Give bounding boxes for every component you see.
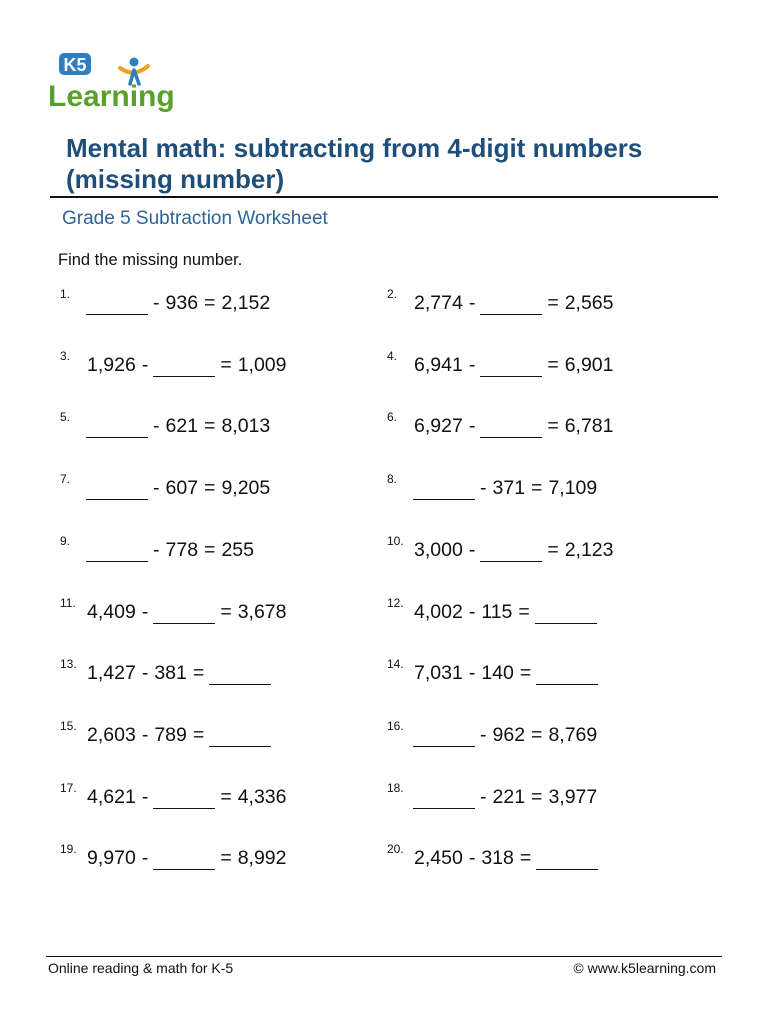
problem-20 [387,844,600,870]
equals-sign: = [531,724,543,746]
operand: 8,013 [221,415,271,437]
operand: 9,205 [221,477,271,499]
answer-blank[interactable] [480,356,542,377]
answer-blank[interactable] [86,294,148,315]
minus-sign: - [141,847,149,869]
operand: 318 [481,847,514,869]
operand: 381 [154,662,187,684]
minus-sign: - [153,477,160,499]
minus-sign: - [141,601,149,623]
minus-sign: - [141,662,149,684]
minus-sign: - [141,786,149,808]
equals-sign: = [518,601,530,623]
operand: 1,427 [87,662,136,684]
minus-sign: - [468,292,476,314]
operand: 6,941 [414,354,463,376]
minus-sign: - [468,354,476,376]
operand: 4,336 [237,786,287,808]
operand: 7,109 [548,477,598,499]
problem-number: 11. [60,596,76,610]
minus-sign: - [153,292,160,314]
operand: 789 [154,724,187,746]
equals-sign: = [204,415,216,437]
operand: 3,977 [548,786,598,808]
answer-blank[interactable] [480,541,542,562]
problem-1 [60,289,273,315]
operand: 6,781 [564,415,614,437]
answer-blank[interactable] [209,726,271,747]
equals-sign: = [547,415,559,437]
problem-2 [387,289,617,315]
problem-number: 13. [60,657,77,671]
answer-blank[interactable] [153,603,215,624]
operand: 140 [481,662,514,684]
answer-blank[interactable] [480,294,542,315]
equals-sign: = [547,292,559,314]
operand: 962 [492,724,526,746]
equals-sign: = [547,539,559,561]
minus-sign: - [468,539,476,561]
problem-number: 3. [60,349,71,363]
operand: 3,678 [237,601,287,623]
equals-sign: = [519,847,532,869]
minus-sign: - [480,724,487,746]
minus-sign: - [468,415,476,437]
operand: 221 [492,786,526,808]
operand: 115 [481,601,513,623]
operand: 2,603 [87,724,136,746]
operand: 8,769 [548,724,598,746]
footer-divider [46,956,722,957]
operand: 2,450 [414,847,463,869]
operand: 3,000 [414,539,463,561]
operand: 7,031 [414,662,463,684]
answer-blank[interactable] [86,541,148,562]
equals-sign: = [204,292,216,314]
operand: 2,774 [414,292,463,314]
operand: 255 [221,539,254,561]
logo-figure-head [130,58,139,67]
answer-blank[interactable] [413,479,475,500]
minus-sign: - [480,786,487,808]
operand: 621 [165,415,199,437]
answer-blank[interactable] [536,849,598,870]
problem-number: 2. [387,287,398,301]
logo-badge-text: K5 [63,55,87,75]
problem-15 [60,721,273,747]
answer-blank[interactable] [153,788,215,809]
worksheet-subtitle: Grade 5 Subtraction Worksheet [62,208,328,229]
problem-10 [387,536,617,562]
operand: 1,926 [87,354,136,376]
equals-sign: = [519,662,532,684]
worksheet-title: Mental math: subtracting from 4-digit numbers (missing number) [66,133,643,194]
operand: 6,901 [564,354,614,376]
problem-9 [60,536,257,562]
minus-sign: - [153,539,160,561]
problem-8 [387,474,600,500]
problem-number: 17. [60,781,77,795]
minus-sign: - [468,662,476,684]
problem-number: 16. [387,719,404,733]
operand: 9,970 [87,847,136,869]
problem-number: 18. [387,781,404,795]
equals-sign: = [220,601,232,623]
problem-11 [60,598,290,624]
footer-tagline: Online reading & math for K-5 [48,960,234,976]
operand: 4,409 [87,601,136,623]
answer-blank[interactable] [413,726,475,747]
equals-sign: = [204,477,216,499]
equals-sign: = [531,477,543,499]
problem-number: 15. [60,719,77,733]
problem-6 [387,412,617,438]
problem-19 [60,844,290,870]
answer-blank[interactable] [209,664,271,685]
problem-number: 10. [387,534,404,548]
footer-website: © www.k5learning.com [573,960,716,976]
problem-5 [60,412,273,438]
problem-number: 5. [60,410,71,424]
answer-blank[interactable] [535,603,597,624]
problem-4 [387,351,617,377]
problem-number: 12. [387,596,404,610]
operand: 6,927 [414,415,463,437]
problem-12 [387,598,599,624]
operand: 8,992 [237,847,287,869]
instructions: Find the missing number. [58,251,243,269]
operand: 778 [165,539,199,561]
answer-blank[interactable] [86,417,148,438]
problem-number: 14. [387,657,404,671]
problem-18 [387,783,600,809]
equals-sign: = [220,786,232,808]
minus-sign: - [141,724,149,746]
answer-blank[interactable] [86,479,148,500]
minus-sign: - [468,601,476,623]
problem-14 [387,659,600,685]
operand: 2,123 [564,539,614,561]
problem-number: 4. [387,349,398,363]
problem-number: 7. [60,472,71,486]
operand: 371 [492,477,526,499]
equals-sign: = [220,847,232,869]
problem-number: 8. [387,472,398,486]
problem-number: 9. [60,534,71,548]
operand: 936 [165,292,199,314]
problem-number: 1. [60,287,71,301]
k5-learning-logo [46,50,186,112]
problem-17 [60,783,290,809]
operand: 607 [165,477,199,499]
problem-3 [60,351,290,377]
equals-sign: = [220,354,232,376]
minus-sign: - [153,415,160,437]
answer-blank[interactable] [480,417,542,438]
minus-sign: - [141,354,149,376]
answer-blank[interactable] [153,356,215,377]
answer-blank[interactable] [536,664,598,685]
answer-blank[interactable] [413,788,475,809]
equals-sign: = [204,539,216,561]
operand: 4,621 [87,786,136,808]
operand: 2,565 [564,292,614,314]
logo-wordmark: Learning [48,80,175,112]
equals-sign: = [531,786,543,808]
problem-number: 6. [387,410,398,424]
operand: 4,002 [414,601,463,623]
operand: 1,009 [237,354,287,376]
title-divider [50,196,718,198]
problem-13 [60,659,273,685]
equals-sign: = [192,724,205,746]
problem-16 [387,721,600,747]
answer-blank[interactable] [153,849,215,870]
problem-number: 20. [387,842,404,856]
minus-sign: - [468,847,476,869]
equals-sign: = [192,662,205,684]
problem-number: 19. [60,842,77,856]
minus-sign: - [480,477,487,499]
operand: 2,152 [221,292,271,314]
equals-sign: = [547,354,559,376]
problem-7 [60,474,273,500]
